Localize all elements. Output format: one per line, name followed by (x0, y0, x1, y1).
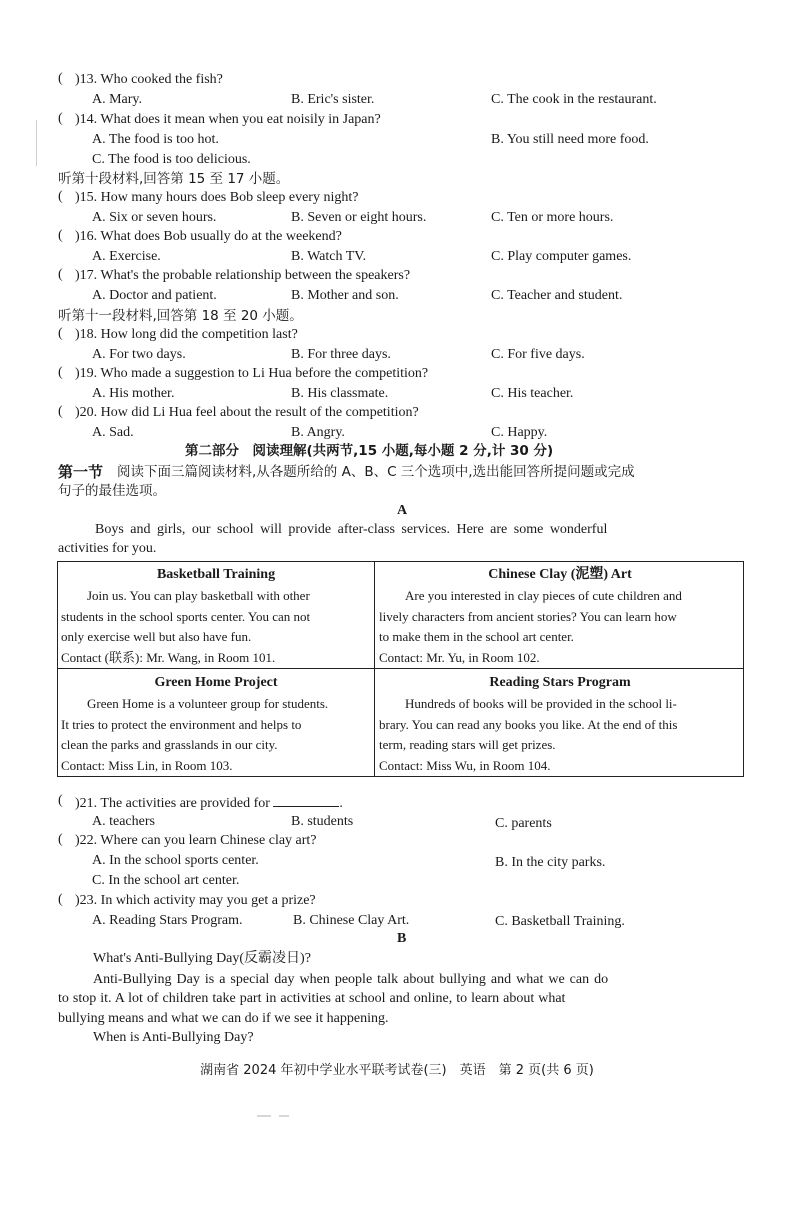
passage-b-line-3: bullying means and what we can do if we see it happening. (58, 1011, 389, 1026)
part-two-title: 第二部分 阅读理解(共两节,15 小题,每小题 2 分,计 30 分) (185, 443, 554, 459)
cell-line: Green Home is a volunteer group for students. (87, 696, 329, 711)
option-b: B. His classmate. (291, 386, 389, 401)
page-footer: 湖南省 2024 年初中学业水平联考试卷(三) 英语 第 2 页(共 6 页) (200, 1063, 594, 1078)
answer-blank[interactable]: ( (58, 326, 63, 341)
option-a: A. The food is too hot. (92, 132, 219, 147)
cell-contact: Contact (联系): Mr. Wang, in Room 101. (61, 649, 276, 665)
answer-blank[interactable]: ( (58, 189, 63, 204)
option-c: C. Ten or more hours. (491, 210, 614, 225)
option-b: B. students (291, 814, 354, 829)
option-a: A. teachers (92, 814, 155, 829)
option-a: A. For two days. (92, 347, 186, 362)
cell-green-home (58, 672, 374, 776)
cell-line: brary. You can read any books you like. At the end of this (379, 716, 678, 732)
option-a: A. Reading Stars Program. (92, 913, 243, 928)
cell-line: Hundreds of books will be provided in the school li- (405, 696, 677, 711)
cell-line: Are you interested in clay pieces of cute children and (405, 588, 682, 603)
answer-blank[interactable]: ( (58, 71, 63, 86)
cell-line: It tries to protect the environment and helps to (61, 716, 302, 732)
cell-basketball (58, 564, 374, 668)
instruction-line-1: 阅读下面三篇阅读材料,从各题所给的 A、B、C 三个选项中,选出能回答所提问题或完成 (117, 464, 635, 480)
option-c: C. The cook in the restaurant. (491, 92, 657, 107)
question-text: )17. What's the probable relationship between the speakers? (75, 268, 411, 283)
scan-smudge (279, 1115, 289, 1117)
answer-blank[interactable]: ( (58, 892, 63, 907)
answer-blank[interactable]: ( (58, 793, 63, 808)
option-a: A. Doctor and patient. (92, 288, 217, 303)
option-a: A. Mary. (92, 92, 143, 107)
cell-contact: Contact: Miss Wu, in Room 104. (379, 757, 551, 773)
cell-contact: Contact: Mr. Yu, in Room 102. (379, 649, 540, 665)
option-b: B. For three days. (291, 347, 391, 362)
fill-in-blank[interactable] (273, 793, 339, 807)
option-b: B. Mother and son. (291, 288, 399, 303)
cell-line: term, reading stars will get prizes. (379, 737, 556, 752)
activities-table (57, 561, 744, 777)
answer-blank[interactable]: ( (58, 404, 63, 419)
option-a: A. Sad. (92, 425, 134, 440)
option-c: C. In the school art center. (92, 873, 240, 888)
option-a: A. His mother. (92, 386, 175, 401)
instruction-line-2: 句子的最佳选项。 (58, 483, 166, 499)
passage-b-heading: What's Anti-Bullying Day(反霸凌日)? (93, 951, 311, 966)
option-c: C. The food is too delicious. (92, 152, 251, 167)
answer-blank[interactable]: ( (58, 111, 63, 126)
option-c: C. For five days. (491, 347, 585, 362)
answer-blank[interactable]: ( (58, 832, 63, 847)
option-c: C. parents (495, 816, 552, 831)
cell-line: students in the school sports center. You can not (61, 608, 311, 624)
cell-contact: Contact: Miss Lin, in Room 103. (61, 757, 233, 773)
cell-title: Green Home Project (154, 675, 278, 690)
question-text: )18. How long did the competition last? (75, 327, 298, 342)
passage-b-line-1: Anti-Bullying Day is a special day when people talk about bullying and what we can do (93, 972, 609, 987)
option-c: C. His teacher. (491, 386, 574, 401)
option-b: B. Seven or eight hours. (291, 210, 427, 225)
passage-a-intro-2: activities for you. (58, 541, 157, 556)
cell-reading-stars (376, 672, 744, 776)
option-b: B. Chinese Clay Art. (293, 913, 410, 928)
question-text: )20. How did Li Hua feel about the result of the competition? (75, 405, 419, 420)
question-text: )16. What does Bob usually do at the weekend? (75, 229, 342, 244)
option-c: C. Teacher and student. (491, 288, 623, 303)
answer-blank[interactable]: ( (58, 228, 63, 243)
cell-line: Join us. You can play basketball with other (87, 588, 310, 603)
cell-title: Basketball Training (156, 567, 276, 582)
section-note-ten: 听第十段材料,回答第 15 至 17 小题。 (58, 171, 290, 187)
option-b: B. Eric's sister. (291, 92, 375, 107)
section-note-eleven: 听第十一段材料,回答第 18 至 20 小题。 (58, 308, 303, 324)
cell-title: Reading Stars Program (489, 675, 631, 690)
passage-b-heading-2: When is Anti-Bullying Day? (93, 1030, 254, 1045)
question-text: )19. Who made a suggestion to Li Hua before the competition? (75, 366, 429, 381)
cell-line: clean the parks and grasslands in our city. (61, 737, 278, 752)
question-text: )13. Who cooked the fish? (75, 72, 223, 87)
question-text: )15. How many hours does Bob sleep every night? (75, 190, 359, 205)
question-period: . (339, 796, 343, 811)
option-a: A. In the school sports center. (92, 853, 259, 868)
option-b: B. You still need more food. (491, 132, 649, 147)
question-text (75, 793, 343, 813)
margin-mark (36, 120, 37, 166)
cell-line: lively characters from ancient stories? You can learn how (379, 608, 677, 624)
option-a: A. Six or seven hours. (92, 210, 217, 225)
cell-line: to make them in the school art center. (379, 629, 574, 644)
passage-a-letter: A (397, 503, 408, 518)
question-text: )23. In which activity may you get a prize? (75, 893, 316, 908)
option-b: B. In the city parks. (495, 855, 606, 870)
option-c: C. Play computer games. (491, 249, 632, 264)
answer-blank[interactable]: ( (58, 267, 63, 282)
passage-a-intro-1: Boys and girls, our school will provide after-class services. Here are some wonderful (95, 522, 608, 537)
option-c: C. Happy. (491, 425, 548, 440)
scan-smudge (257, 1115, 271, 1117)
option-b: B. Watch TV. (291, 249, 367, 264)
question-text: )14. What does it mean when you eat noisily in Japan? (75, 112, 381, 127)
option-a: A. Exercise. (92, 249, 161, 264)
answer-blank[interactable]: ( (58, 365, 63, 380)
cell-line: only exercise well but also have fun. (61, 629, 252, 644)
passage-b-letter: B (397, 931, 407, 946)
section-label: 第一节 (58, 463, 104, 481)
option-c: C. Basketball Training. (495, 914, 625, 929)
question-text: )22. Where can you learn Chinese clay art? (75, 833, 317, 848)
cell-title: Chinese Clay (泥塑) Art (488, 567, 632, 582)
question-stem: )21. The activities are provided for (75, 796, 270, 811)
passage-b-line-2: to stop it. A lot of children take part in activities at school and online, to learn about what (58, 991, 566, 1006)
option-b: B. Angry. (291, 425, 345, 440)
table-divider-horizontal (58, 668, 743, 669)
cell-clay (376, 564, 744, 668)
